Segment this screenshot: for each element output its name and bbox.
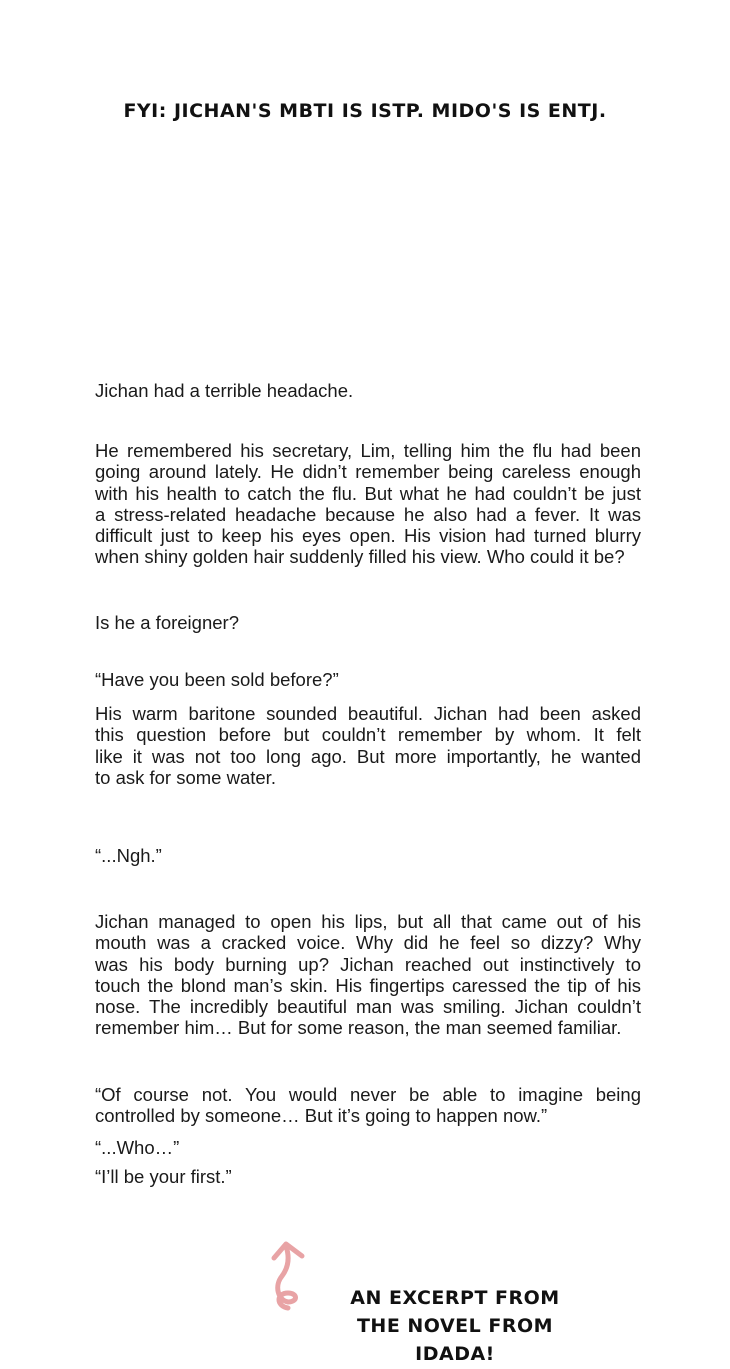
excerpt-note [320, 1284, 590, 1368]
paragraph-8 [95, 1084, 641, 1127]
curly-arrow-icon [268, 1238, 328, 1313]
text-line: controlled by someone… But it’s going to happen now.” [95, 1105, 548, 1127]
text-line: with his health to catch the flu. But what he had couldn’t be just [95, 482, 641, 504]
text-line: His warm baritone sounded beautiful. Jichan had been asked [95, 703, 641, 724]
text-line: was his body burning up? Jichan reached out instinctively to [95, 953, 641, 975]
paragraph-10 [95, 1166, 641, 1187]
text-line: touch the blond man’s skin. His fingertips caressed the tip of his [95, 974, 641, 996]
mbti-note: FYI: JICHAN'S MBTI IS ISTP. MIDO'S IS ENTJ. [123, 100, 607, 122]
text-line: “...Ngh.” [95, 845, 162, 866]
paragraph-6 [95, 845, 641, 866]
text-line: He remembered his secretary, Lim, telling him the flu had been [95, 440, 641, 461]
text-line: Is he a foreigner? [95, 612, 239, 633]
text-line: going around lately. He didn’t remember being careless enough [95, 461, 641, 483]
text-line: “Have you been sold before?” [95, 669, 339, 690]
paragraph-2 [95, 440, 641, 568]
text-line: this question before but couldn’t remember by whom. It felt [95, 724, 641, 746]
paragraph-3 [95, 612, 641, 633]
text-line: “...Who…” [95, 1137, 180, 1158]
text-line: a stress-related headache because he also had a fever. It was [95, 503, 641, 525]
paragraph-9 [95, 1137, 641, 1158]
text-line: mouth was a cracked voice. Why did he feel so dizzy? Why [95, 932, 641, 954]
text-line: like it was not too long ago. But more importantly, he wanted [95, 745, 641, 767]
paragraph-4 [95, 669, 641, 690]
excerpt-line-1: AN EXCERPT FROM [350, 1287, 560, 1309]
text-line: when shiny golden hair suddenly filled his view. Who could it be? [95, 546, 625, 568]
text-line: “I’ll be your first.” [95, 1166, 232, 1187]
paragraph-5 [95, 703, 641, 788]
excerpt-line-2: THE NOVEL FROM IDADA! [356, 1315, 554, 1365]
text-line: remember him… But for some reason, the man seemed familiar. [95, 1017, 622, 1039]
text-line: difficult just to keep his eyes open. His vision had turned blurry [95, 525, 641, 547]
text-line: “Of course not. You would never be able to imagine being [95, 1084, 641, 1105]
text-line: Jichan managed to open his lips, but all that came out of his [95, 911, 641, 932]
paragraph-7 [95, 911, 641, 1039]
text-line: nose. The incredibly beautiful man was smiling. Jichan couldn’t [95, 996, 641, 1018]
text-line: to ask for some water. [95, 766, 276, 788]
paragraph-1 [95, 380, 641, 401]
text-line: Jichan had a terrible headache. [95, 380, 354, 401]
